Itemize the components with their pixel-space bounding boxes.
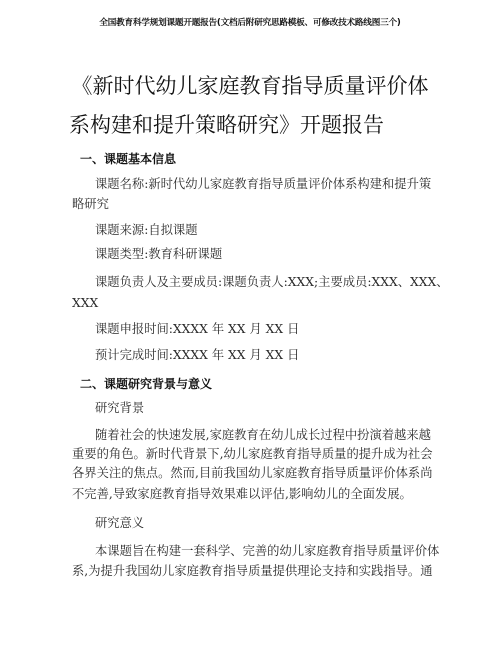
background-paragraph-line-1: 随着社会的快速发展,家庭教育在幼儿成长过程中扮演着越来越 <box>95 428 431 442</box>
significance-paragraph-line-2: 系,为提升我国幼儿家庭教育指导质量提供理论支持和实践指导。通 <box>72 564 433 578</box>
finish-time: 预计完成时间:XXXX 年 XX 月 XX 日 <box>95 348 300 362</box>
background-paragraph-line-2: 重要的角色。新时代背景下,幼儿家庭教育指导质量的提升成为社会 <box>72 447 433 461</box>
apply-time: 课题申报时间:XXXX 年 XX 月 XX 日 <box>95 322 300 336</box>
document-title-line-2: 系构建和提升策略研究》开题报告 <box>69 113 384 137</box>
project-name-line-1: 课题名称:新时代幼儿家庭教育指导质量评价体系构建和提升策 <box>95 177 432 191</box>
significance-label: 研究意义 <box>95 516 145 530</box>
project-type: 课题类型:教育科研课题 <box>95 247 223 261</box>
significance-paragraph-line-1: 本课题旨在构建一套科学、完善的幼儿家庭教育指导质量评价体 <box>95 544 440 558</box>
background-paragraph-line-3: 各界关注的焦点。然而,目前我国幼儿家庭教育指导质量评价体系尚 <box>72 466 433 480</box>
running-header: 全国教育科学规划课题开题报告(文档后附研究思路模板、可修改技术路线图三个) <box>99 18 401 28</box>
section-heading-basic-info: 一、课题基本信息 <box>80 152 177 166</box>
project-source: 课题来源:自拟课题 <box>95 223 198 237</box>
document-title-line-1: 《新时代幼儿家庭教育指导质量评价体 <box>71 74 429 98</box>
project-members-line-2: XXX <box>72 296 99 310</box>
project-name-line-2: 略研究 <box>72 197 109 211</box>
project-members-line-1: 课题负责人及主要成员:课题负责人:XXX;主要成员:XXX、XXX、 <box>95 275 449 289</box>
section-heading-background: 二、课题研究背景与意义 <box>80 377 213 391</box>
background-label: 研究背景 <box>95 401 145 415</box>
background-paragraph-line-4: 不完善,导致家庭教育指导效果难以评估,影响幼儿的全面发展。 <box>72 487 412 501</box>
